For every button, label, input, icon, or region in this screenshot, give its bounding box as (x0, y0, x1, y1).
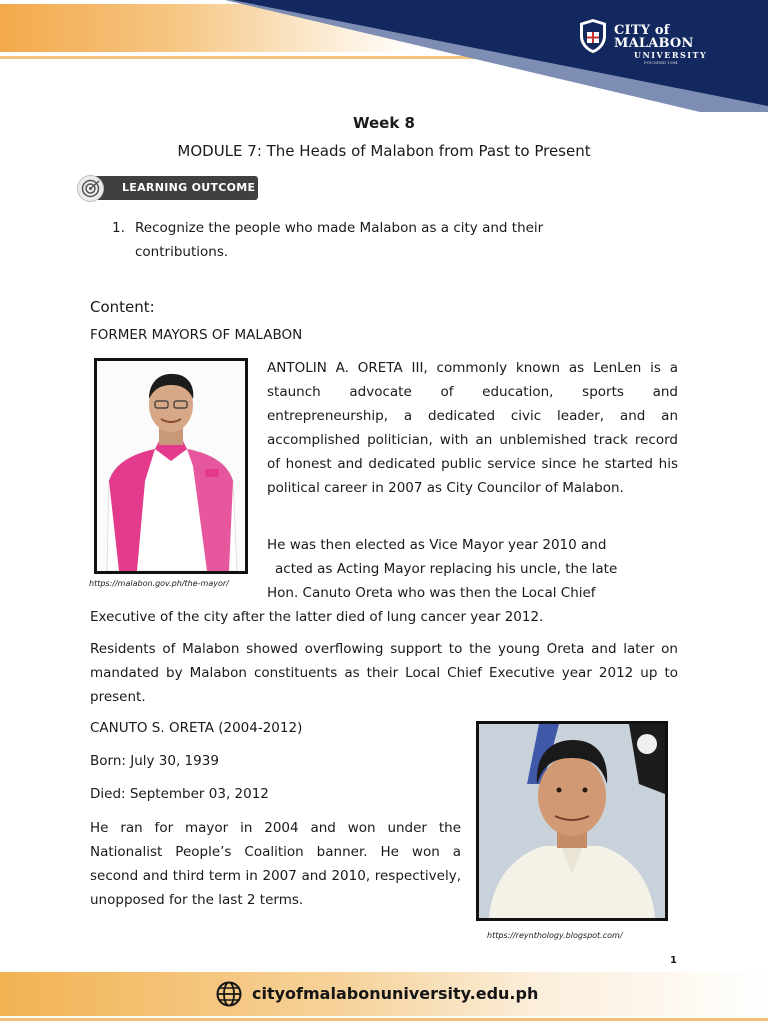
outcome-number: 1. (112, 220, 125, 236)
globe-icon (216, 981, 242, 1007)
page-header (0, 0, 768, 115)
week-label: Week 8 (353, 114, 415, 132)
university-brand (578, 18, 738, 65)
section-heading: FORMER MAYORS OF MALABON (90, 327, 303, 343)
mayor2-died: Died: September 03, 2012 (90, 786, 269, 802)
mayor1-support: Residents of Malabon showed overflowing support to the young Oreta and later on mandated by Malabon constituents as their Local Chief Executive year 2012 up to present. (90, 641, 678, 705)
brand-founded: FOUNDED 1994 (644, 60, 678, 65)
learning-outcome-label: LEARNING OUTCOME (122, 181, 256, 194)
target-icon (77, 175, 104, 202)
mayor1-career-line-1: He was then elected as Vice Mayor year 2010 and (267, 537, 607, 553)
mayor2-born: Born: July 30, 1939 (90, 753, 219, 769)
footer-line (0, 1018, 768, 1021)
university-seal-icon (578, 18, 608, 54)
footer-website[interactable]: cityofmalabonuniversity.edu.ph (252, 984, 539, 1003)
outcome-item (112, 216, 612, 264)
content-heading: Content: (90, 298, 155, 316)
learning-outcome-badge (77, 175, 258, 202)
outcome-text: Recognize the people who made Malabon as a city and their contributions. (135, 220, 544, 260)
page-footer (0, 972, 768, 1024)
brand-subtitle: UNIVERSITY (634, 50, 708, 60)
brand-name: CITY of MALABON (614, 23, 694, 51)
module-title: MODULE 7: The Heads of Malabon from Past to Present (177, 142, 591, 160)
mayor-canuto-photo (476, 721, 668, 921)
mayor2-bio: He ran for mayor in 2004 and won under the Nationalist People’s Coalition banner. He won a second and third term in 2007 and 2010, respectively, unopposed for the last 2 terms. (90, 820, 461, 908)
photo-credit-2: https://reynthology.blogspot.com/ (487, 931, 623, 940)
mayor2-name: CANUTO S. ORETA (2004-2012) (90, 720, 303, 736)
mayor1-career-line-4: Executive of the city after the latter died of lung cancer year 2012. (90, 609, 544, 625)
photo-credit-1: https://malabon.gov.ph/the-mayor/ (89, 579, 229, 588)
mayor1-career-line-2: acted as Acting Mayor replacing his uncle, the late (275, 561, 618, 577)
page-number: 1 (670, 955, 677, 966)
mayor1-career-line-3: Hon. Canuto Oreta who was then the Local Chief (267, 585, 596, 601)
mayor1-bio: ANTOLIN A. ORETA III, commonly known as LenLen is a staunch advocate of education, sports and entrepreneurship, a dedicated civic leader, and an accomplished politician, with an unblemished track record of honest and dedicated public service since he started his political career in 2007 as City Councilor of Malabon. (267, 360, 678, 496)
mayor-lenlen-photo (94, 358, 248, 574)
